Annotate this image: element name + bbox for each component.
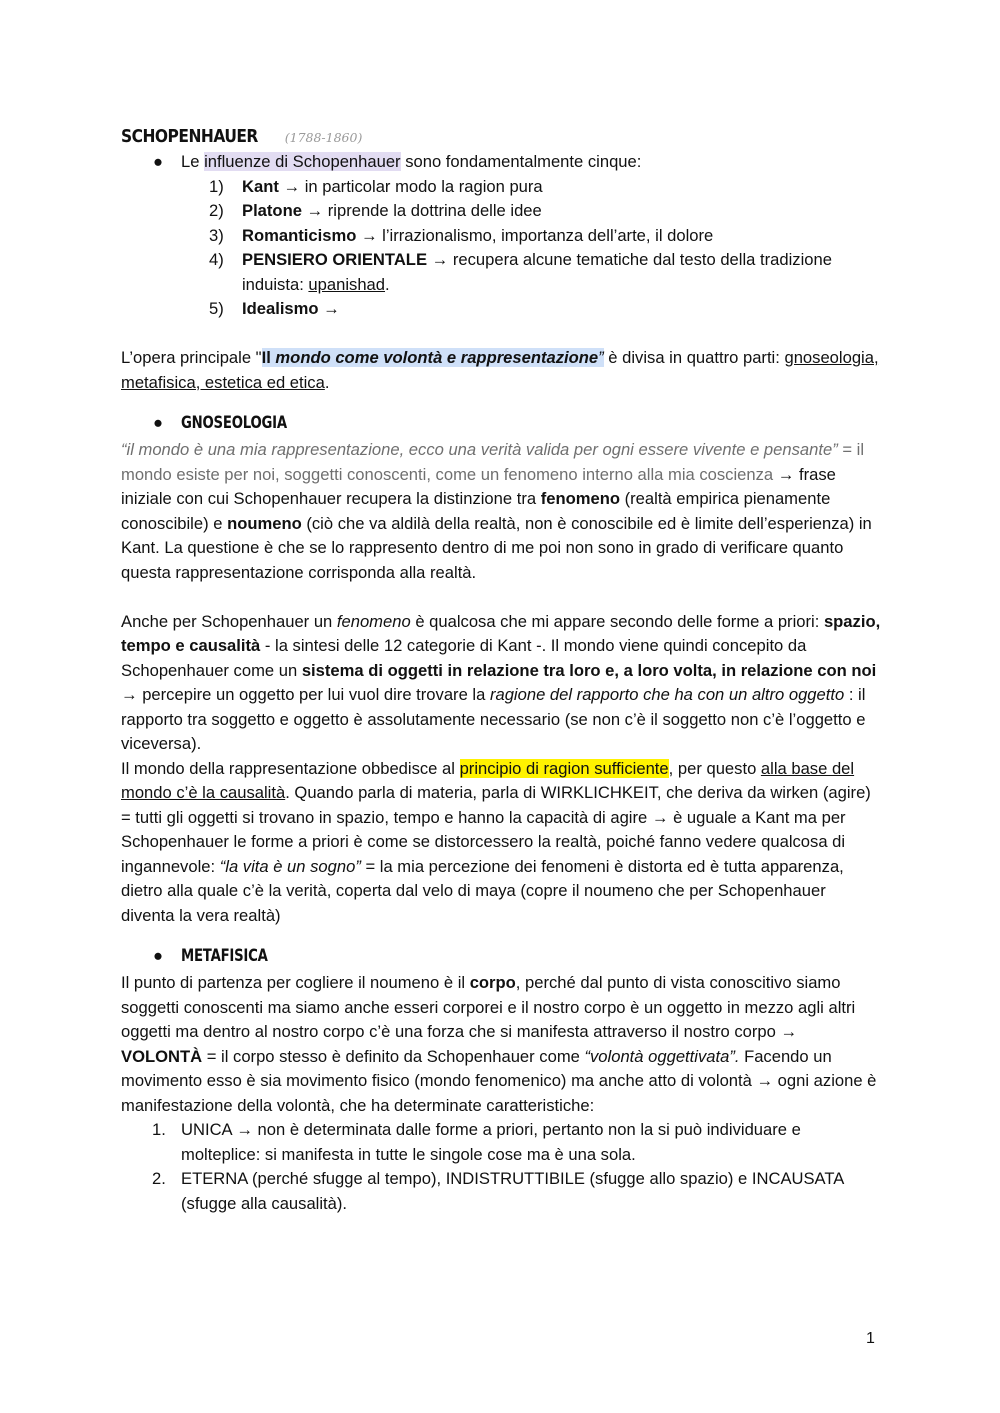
document-page <box>121 124 881 1216</box>
page-number: 1 <box>866 1330 875 1347</box>
list-item: 2. ETERNA (perché sfugge al tempo), INDISTRUTTIBILE (sfugge allo spazio) e INCAUSATA (sfugge alla causalità). <box>152 1169 844 1213</box>
will-characteristics-list <box>121 1118 881 1216</box>
list-item: 2) Platone → riprende la dottrina delle idee <box>209 201 542 220</box>
document-title: SCHOPENHAUER <box>121 126 258 147</box>
gnoseologia-paragraph-2: Anche per Schopenhauer un fenomeno è qualcosa che mi appare secondo delle forme a priori: spazio, tempo e causalità - la sintesi delle 12 categorie di Kant -. Il mondo viene quindi concepito da Schopenhauer come un sistema di oggetti in relazione tra loro e, a loro volta, in relazione con noi → percepire un oggetto per lui vuol dire trovare la ragione del rapporto che ha con un altro oggetto : il rapporto tra soggetto e oggetto è assolutamente necessario (se non c’è il soggetto non c’è l’oggetto e viceversa). <box>121 611 881 753</box>
document-title-row <box>121 124 881 150</box>
highlighted-title: Il mondo come volontà e rappresentazione” <box>261 348 604 367</box>
bullet-icon: ● <box>153 152 164 171</box>
section-heading-metafisica: ● METAFISICA <box>121 941 881 971</box>
section-heading-gnoseologia: ● GNOSEOLOGIA <box>121 408 881 438</box>
influences-list <box>121 175 881 322</box>
list-item: 1) Kant → in particolar modo la ragion pura <box>209 176 543 196</box>
influences-intro: ● Le influenze di Schopenhauer sono fondamentalmente cinque: <box>121 150 881 175</box>
list-item: 3) Romanticismo → l’irrazionalismo, importanza dell’arte, il dolore <box>209 225 714 245</box>
bullet-icon: ● <box>153 413 164 432</box>
highlighted-text: principio di ragion sufficiente <box>459 758 669 778</box>
highlighted-text: influenze di Schopenhauer <box>204 152 401 171</box>
list-item: 5) Idealismo → <box>209 299 340 318</box>
bullet-icon: ● <box>153 946 164 965</box>
opera-paragraph: L’opera principale "Il mondo come volontà e rappresentazione” è divisa in quattro parti: gnoseologia, metafisica, estetica ed etica. <box>121 348 879 392</box>
list-item: 1. UNICA → non è determinata dalle forme a priori, pertanto non la si può individuare e molteplice: si manifesta in tutte le singole cose ma è una sola. <box>152 1120 801 1164</box>
document-dates: (1788-1860) <box>284 130 363 145</box>
gnoseologia-paragraph-3: Il mondo della rappresentazione obbedisce al principio di ragion sufficiente, per questo alla base del mondo c’è la causalità. Quando parla di materia, parla di WIRKLICHKEIT, che deriva da wirken (agire) = tutti gli oggetti si trovano in spazio, tempo e hanno la capacità di agire → è uguale a Kant ma per Schopenhauer le forme a priori è come se distorcessero la realtà, poiché fanno vedere qualcosa di ingannevole: “la vita è un sogno” = la mia percezione dei fenomeni è distorta ed è tutta apparenza, dietro alla quale c’è la verità, coperta dal velo di maya (copre il noumeno che per Schopenhauer diventa la vera realtà) <box>121 758 871 925</box>
metafisica-paragraph-1: Il punto di partenza per cogliere il noumeno è il corpo, perché dal punto di vista conoscitivo siamo soggetti conoscenti ma siamo anche esseri corporei e il nostro corpo è un oggetto in mezzo agli altri oggetti ma dentro al nostro corpo c’è una forza che si manifesta attraverso il nostro corpo → VOLONTÀ = il corpo stesso è definito da Schopenhauer come “volontà oggettivata”. Facendo un movimento esso è sia movimento fisico (mondo fenomenico) ma anche atto di volontà → ogni azione è manifestazione della volontà, che ha determinate caratteristiche: <box>121 973 877 1115</box>
gnoseologia-paragraph-1: “il mondo è una mia rappresentazione, ecco una verità valida per ogni essere vivente e pensante” = il mondo esiste per noi, soggetti conoscenti, come un fenomeno interno alla mia coscienza → frase iniziale con cui Schopenhauer recupera la distinzione tra fenomeno (realtà empirica pienamente conoscibile) e noumeno (ciò che va aldilà della realtà, non è conoscibile ed è limite dell’esperienza) in Kant. La questione è che se lo rappresento dentro di me poi non sono in grado di verificare quanto questa rappresentazione corrisponda alla realtà. <box>121 440 872 582</box>
list-item: 4) PENSIERO ORIENTALE → recupera alcune tematiche dal testo della tradizione induista: upanishad. <box>209 250 832 294</box>
